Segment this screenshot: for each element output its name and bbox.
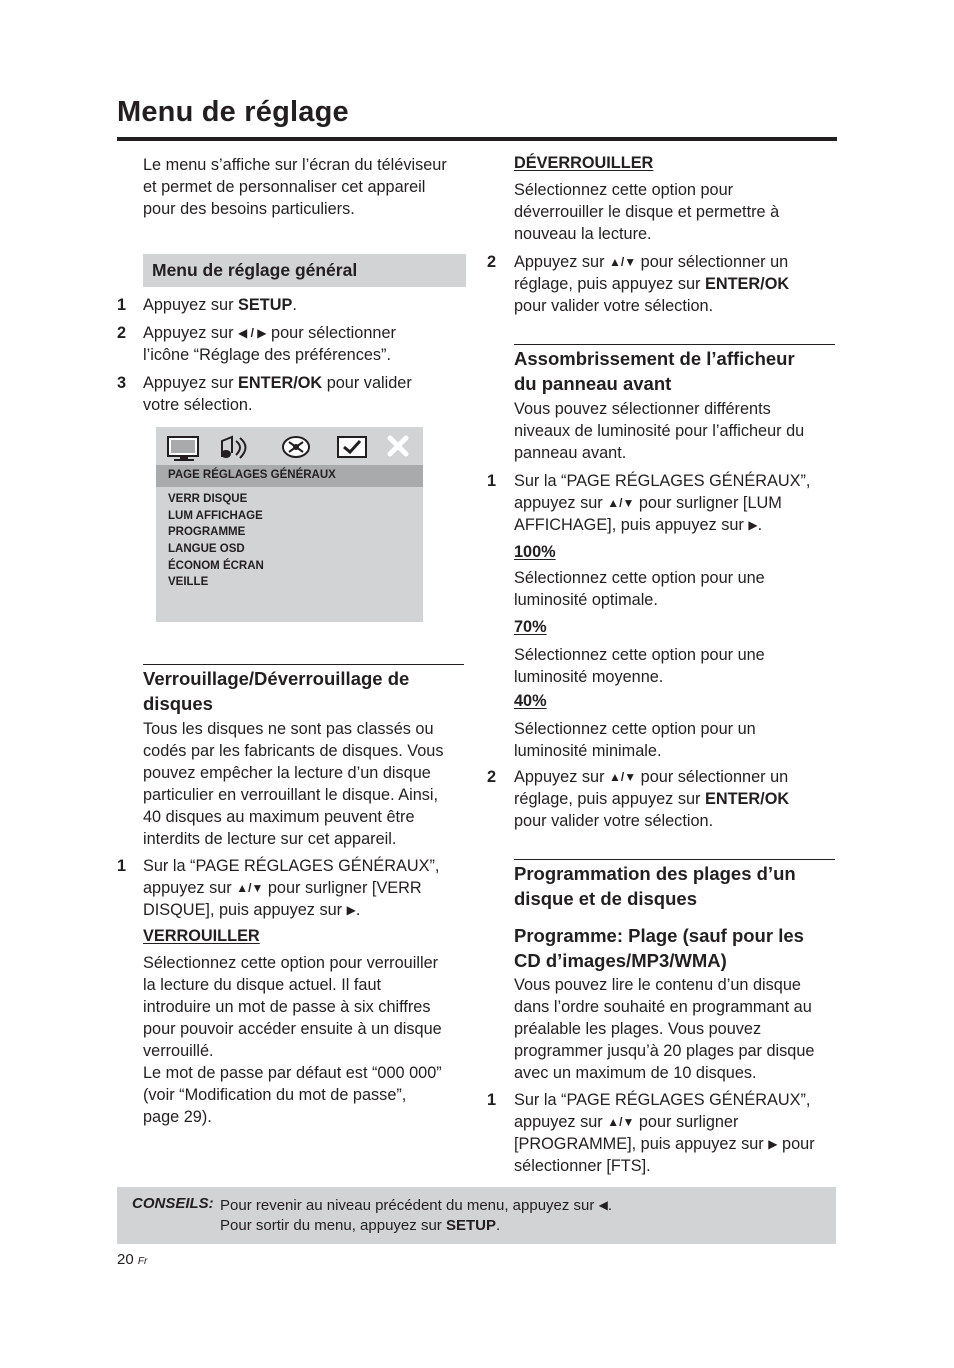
tips-label: CONSEILS: — [132, 1195, 214, 1212]
step-text: Sur la “PAGE RÉGLAGES GÉNÉRAUX”, appuyez sur ▲/▼ pour surligner [PROGRAMME], puis appuyez sur ▶ pour sélectionner [FTS]. — [514, 1091, 815, 1175]
left-right-arrows-icon: ◀ / ▶ — [238, 326, 267, 340]
section-rule — [143, 664, 464, 665]
option-100-label: 100% — [514, 543, 556, 561]
video-setup-icon — [283, 437, 309, 457]
up-down-arrows-icon: ▲/▼ — [609, 770, 637, 784]
option-40-label: 40% — [514, 692, 547, 710]
verrouiller-body: Sélectionnez cette option pour verrouiller la lecture du disque actuel. Il faut introduire un mot de passe à six chiffres pour pouvoir accéder ensuite à un disque verrouillé. Le mot de passe par défaut est “000 000” (voir “Modification du mot de passe”, page 29). — [143, 954, 442, 1126]
page-number: 20 Fr — [117, 1251, 148, 1268]
option-40-body: Sélectionnez cette option pour un luminosité minimale. — [514, 720, 756, 760]
menu-item: VERR DISQUE — [168, 493, 248, 505]
step-text: Appuyez sur ▲/▼ pour sélectionner un réglage, puis appuyez sur ENTER/OK pour valider votre sélection. — [514, 768, 790, 830]
menu-item: ÉCONOM ÉCRAN — [168, 560, 264, 572]
menu-icon-bar — [156, 427, 423, 465]
step-text: Appuyez sur ▲/▼ pour sélectionner un réglage, puis appuyez sur ENTER/OK pour valider votre sélection. — [514, 253, 790, 315]
right-arrow-icon: ▶ — [768, 1137, 778, 1151]
step-number: 1 — [487, 1091, 497, 1109]
lock-heading: Verrouillage/Déverrouillage de disques — [143, 668, 410, 714]
option-70-label: 70% — [514, 618, 547, 636]
step-text: Appuyez sur SETUP. — [143, 296, 297, 314]
verrouiller-label: VERROUILLER — [143, 927, 260, 945]
program-body: Vous pouvez lire le contenu d’un disque dans l’ordre souhaité en programmant au préalable les plages. Vous pouvez programmer jusqu’à 20 plages par disque avec un maximum de 10 disques. — [514, 976, 815, 1082]
up-down-arrows-icon: ▲/▼ — [609, 255, 637, 269]
left-arrow-icon: ◀ — [598, 1198, 608, 1212]
step-text: Appuyez sur ENTER/OK pour valider votre sélection. — [143, 374, 412, 414]
lock-body: Tous les disques ne sont pas classés ou codés par les fabricants de disques. Vous pouvez empêcher la lecture d’un disque particulier en verrouillant le disque. Ainsi, 40 disques au maximum peuvent être interdits de lecture sur cet appareil. — [143, 720, 444, 848]
step-number: 2 — [487, 768, 497, 786]
step-number: 3 — [117, 374, 127, 392]
section-rule — [514, 344, 835, 345]
step-text: Appuyez sur ◀ / ▶ pour sélectionner l’icône “Réglage des préférences”. — [143, 324, 396, 364]
deverrouiller-body: Sélectionnez cette option pour déverrouiller le disque et permettre à nouveau la lecture. — [514, 181, 780, 243]
step-number: 2 — [117, 324, 127, 342]
option-100-body: Sélectionnez cette option pour une luminosité optimale. — [514, 569, 765, 609]
title-rule — [117, 137, 837, 141]
section-rule — [514, 859, 835, 860]
up-down-arrows-icon: ▲/▼ — [236, 881, 264, 895]
deverrouiller-label: DÉVERROUILLER — [514, 154, 654, 172]
menu-item: LANGUE OSD — [168, 543, 245, 555]
section-title-bar — [143, 254, 466, 287]
page-title: Menu de réglage — [117, 96, 349, 128]
step-text: Sur la “PAGE RÉGLAGES GÉNÉRAUX”, appuyez sur ▲/▼ pour surligner [VERR DISQUE], puis appuyez sur ▶. — [143, 857, 440, 919]
tips-box — [117, 1187, 836, 1244]
program-heading: Programmation des plages d’un disque et de disques — [514, 863, 796, 909]
right-arrow-icon: ▶ — [346, 903, 356, 917]
step-number: 1 — [117, 857, 127, 875]
right-arrow-icon: ▶ — [748, 518, 758, 532]
exit-icon — [390, 438, 406, 454]
menu-item: VEILLE — [168, 576, 209, 588]
setup-menu-screenshot — [156, 427, 423, 622]
step-number: 1 — [487, 472, 497, 490]
section-title: Menu de réglage général — [152, 260, 358, 280]
general-setup-icon — [168, 437, 198, 461]
dim-heading: Assombrissement de l’afficheur du panneau avant — [514, 348, 795, 394]
menu-item: LUM AFFICHAGE — [168, 510, 263, 522]
step-number: 1 — [117, 296, 127, 314]
tips-text: Pour revenir au niveau précédent du menu, appuyez sur ◀. Pour sortir du menu, appuyez sur SETUP. — [220, 1197, 612, 1234]
intro-paragraph: Le menu s’affiche sur l’écran du téléviseur et permet de personnaliser cet appareil pour des besoins particuliers. — [143, 156, 447, 218]
option-70-body: Sélectionnez cette option pour une luminosité moyenne. — [514, 646, 765, 686]
menu-page-header: PAGE RÉGLAGES GÉNÉRAUX — [156, 465, 423, 487]
menu-item: PROGRAMME — [168, 526, 246, 538]
up-down-arrows-icon: ▲/▼ — [607, 1115, 635, 1129]
step-number: 2 — [487, 253, 497, 271]
preference-setup-icon — [338, 437, 366, 457]
program-subheading: Programme: Plage (sauf pour les CD d’images/MP3/WMA) — [514, 925, 804, 971]
step-text: Sur la “PAGE RÉGLAGES GÉNÉRAUX”, appuyez sur ▲/▼ pour surligner [LUM AFFICHAGE], puis appuyez sur ▶. — [514, 472, 811, 534]
audio-setup-icon — [221, 437, 246, 458]
language-code: Fr — [137, 1256, 148, 1267]
up-down-arrows-icon: ▲/▼ — [607, 496, 635, 510]
dim-body: Vous pouvez sélectionner différents niveaux de luminosité pour l’afficheur du panneau avant. — [514, 400, 805, 462]
